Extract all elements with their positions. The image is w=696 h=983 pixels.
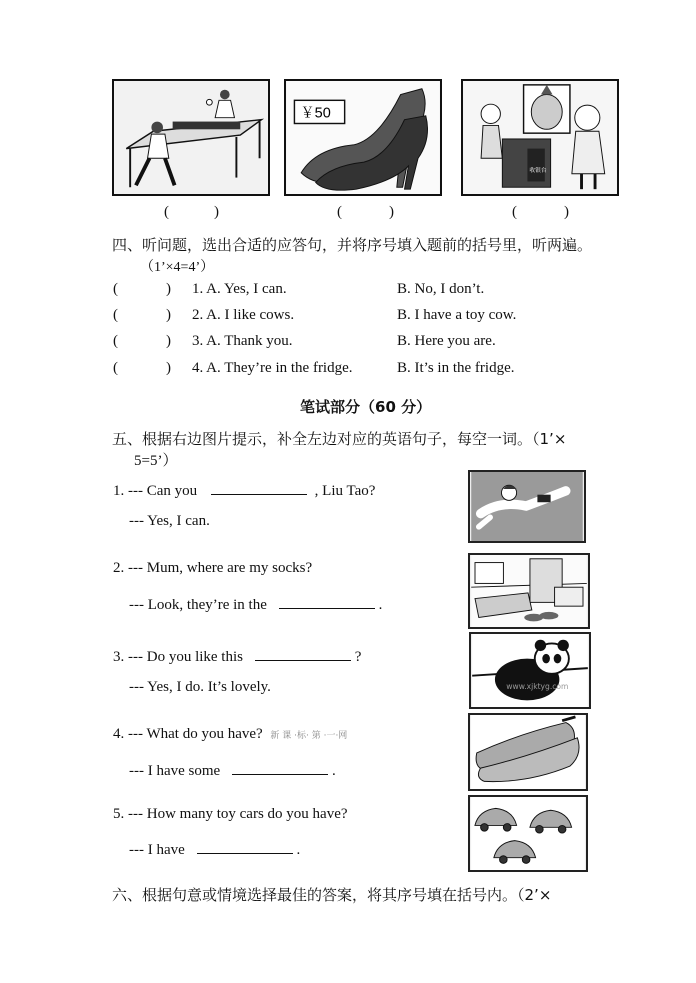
watermark-text: 新 课 ·标· 第 ·一·网: [270, 731, 348, 741]
panda-picture: [469, 632, 591, 709]
item-bracket-close: ): [166, 360, 171, 376]
answer-4: [129, 760, 336, 780]
option-b: B. No, I don’t.: [397, 281, 485, 297]
section4-score: （1’×4=4’）: [140, 260, 215, 275]
item-bracket-open: (: [113, 307, 118, 323]
shopping-cashier-picture: [461, 79, 619, 196]
answer-text-end: .: [331, 763, 336, 779]
item-bracket-open: (: [113, 360, 118, 376]
option-b: B. Here you are.: [397, 333, 496, 349]
answer-blank[interactable]: [232, 760, 328, 775]
question-text-end: , Liu Tao?: [314, 483, 376, 499]
section5-heading-cont: 5=5’）: [134, 453, 178, 469]
high-heel-shoes-picture: [284, 79, 442, 196]
option-b: B. It’s in the fridge.: [397, 360, 515, 376]
table-tennis-picture: [112, 79, 270, 196]
option-a: 1. A. Yes, I can.: [192, 281, 287, 297]
answer-5: [129, 839, 300, 859]
answer-text-end: .: [378, 597, 383, 613]
answer-3: --- Yes, I do. It’s lovely.: [129, 679, 271, 695]
answer-blank[interactable]: [197, 839, 293, 854]
question-5: 5. --- How many toy cars do you have?: [113, 806, 348, 822]
answer-bracket-close: ): [389, 204, 394, 220]
answer-text: --- I have some: [129, 763, 221, 779]
question-text: 1. --- Can you: [113, 483, 198, 499]
question-text-end: ?: [354, 649, 362, 665]
answer-text: --- Look, they’re in the: [129, 597, 267, 613]
swimmer-picture: [468, 470, 586, 543]
option-a: 3. A. Thank you.: [192, 333, 293, 349]
item-bracket-close: ): [166, 333, 171, 349]
written-part-title: 笔试部分（60 分）: [300, 398, 432, 416]
item-bracket-close: ): [166, 307, 171, 323]
answer-blank[interactable]: [211, 480, 307, 495]
answer-bracket-open: (: [337, 204, 342, 220]
question-1: [113, 480, 375, 500]
picture-watermark: www.xjktyg.com: [506, 681, 569, 691]
question-text: 4. --- What do you have?: [113, 726, 263, 742]
question-3: [113, 646, 361, 666]
option-a: 4. A. They’re in the fridge.: [192, 360, 353, 376]
option-a: 2. A. I like cows.: [192, 307, 295, 323]
answer-text: --- I have: [129, 842, 185, 858]
question-4: [113, 726, 347, 743]
toy-cars-picture: [468, 795, 588, 872]
section6-heading: 六、根据句意或情境选择最佳的答案，将其序号填在括号内。（2’×: [112, 886, 552, 904]
question-2: 2. --- Mum, where are my socks?: [113, 560, 313, 576]
section4-heading: 四、听问题，选出合适的应答句，并将序号填入题前的括号里，听两遍。: [112, 236, 593, 254]
answer-bracket-close: ): [564, 204, 569, 220]
option-b: B. I have a toy cow.: [397, 307, 517, 323]
item-bracket-open: (: [113, 281, 118, 297]
bedroom-picture: [468, 553, 590, 629]
answer-blank[interactable]: [255, 646, 351, 661]
question-text: 3. --- Do you like this: [113, 649, 243, 665]
answer-bracket-close: ): [214, 204, 219, 220]
answer-bracket-open: (: [512, 204, 517, 220]
answer-1: --- Yes, I can.: [129, 513, 210, 529]
price-tag-text: ￥50: [300, 105, 331, 122]
answer-bracket-open: (: [164, 204, 169, 220]
answer-2: [129, 594, 382, 614]
bananas-picture: [468, 713, 588, 791]
cashier-sign-text: 收银台: [529, 167, 547, 174]
section5-heading: 五、根据右边图片提示，补全左边对应的英语句子，每空一词。（1’×: [112, 430, 567, 448]
answer-blank[interactable]: [279, 594, 375, 609]
item-bracket-close: ): [166, 281, 171, 297]
item-bracket-open: (: [113, 333, 118, 349]
answer-text-end: .: [296, 842, 301, 858]
